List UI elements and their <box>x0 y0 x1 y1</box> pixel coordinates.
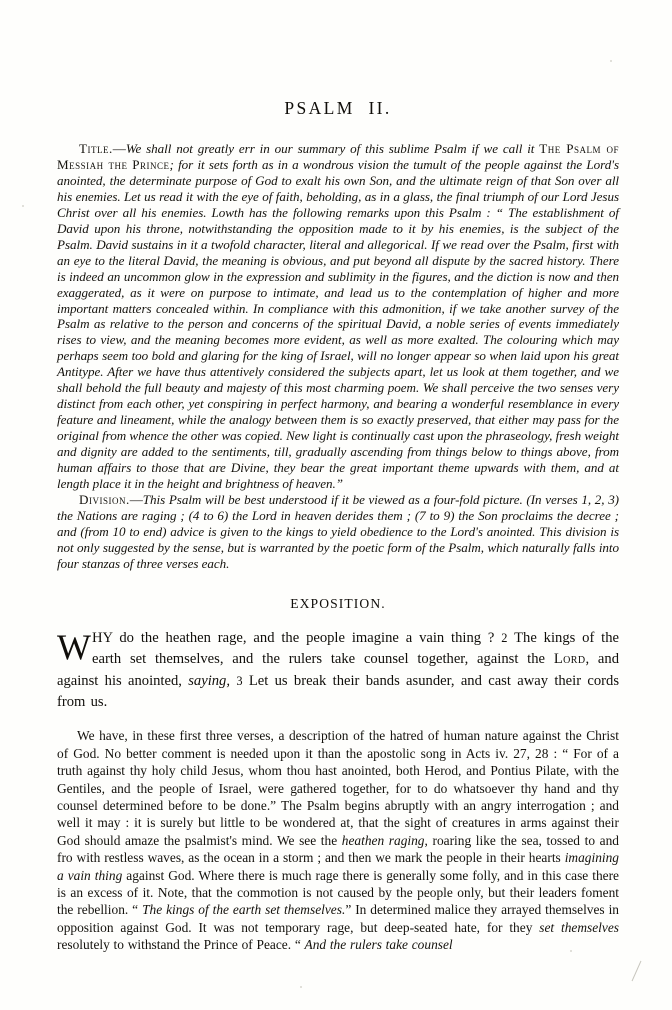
commentary-seg5: resolutely to withstand the Prince of Peace. “ <box>57 937 305 953</box>
commentary-italic-imagining-vain-thing: imagining a vain thing <box>57 850 619 883</box>
scan-artifact-mark <box>632 961 642 982</box>
page-content <box>57 98 619 954</box>
verse-3-number: 3 <box>236 673 243 688</box>
commentary-italic-kings-set-themselves: The kings of the earth set themselves. <box>142 902 346 918</box>
psalm-name-smallcaps: The Psalm of Messiah the Prince <box>57 141 619 172</box>
title-note-label: Title. <box>79 141 113 156</box>
commentary-seg3: against God. Where there is much rage there is generally some folly, and in this case there is an excess of it. Note, that the commotion is not caused by the people only, but their leaders foment the rebellion. “ <box>57 867 619 918</box>
verse-3-text: Let us break their bands asunder, and cast away their cords from us. <box>57 672 620 710</box>
verse-1 <box>57 628 619 714</box>
title-note-part1: We shall not greatly err in our summary of this sublime Psalm if we call it <box>125 141 540 156</box>
verse-2-saying-italic: saying, <box>188 672 230 689</box>
title-note-part2: ; for it sets forth as in a wondrous vision the tumult of the people against the Lord's anointed, the determinate purpose of God to exalt his own Son, and the ultimate reign of that Son over all his enemies. Let us read it with the eye of faith, beholding, as in a glass, the final triumph of our Lord Jesus Christ over all his enemies. Lowth has the following remarks upon this Psalm : “ The establishment of David upon his throne, notwithstanding the opposition made to it by his enemies, is the subject of the Psalm. David sustains in it a twofold character, literal and allegorical. If we read over the Psalm, first with an eye to the literal David, the meaning is obvious, and put beyond all dispute by the sacred history. There is indeed an uncommon glow in the expression and sublimity in the figures, and the diction is now and then exaggerated, as it were on purpose to intimate, and lead us to the contemplation of higher and more important matters concealed within. In compliance with this admonition, if we take another survey of the Psalm as relative to the person and concerns of the spiritual David, a noble series of events immediately rises to view, and the meaning becomes more evident, as well as more exalted. The colouring which may perhaps seem too bold and glaring for the king of Israel, will no longer appear so when laid upon his great Antitype. After we have thus attentively considered the subjects apart, let us look at them together, and we shall behold the full beauty and majesty of this most charming poem. We shall perceive the two senses very distinct from each other, yet conspiring in perfect harmony, and bearing a wonderful resemblance in every feature and lineament, while the analogy between them is so exactly preserved, that either may pass for the original from whence the other was copied. New light is continually cast upon the phraseology, fresh weight and dignity are added to the sentiments, till, gradually ascending from things below to things above, from human affairs to those that are Divine, they bear the great important theme upwards with them, and at length place it in the height and brightness of heaven.” <box>57 156 619 492</box>
scan-speck <box>22 205 24 207</box>
division-note-dash: — <box>129 491 143 507</box>
commentary-italic-set-themselves: set themselves <box>539 919 619 935</box>
commentary-seg1: We have, in these first three verses, a description of the hatred of human nature against the Christ of God. No better comment is needed upon it than the apostolic song in Acts iv. 27, 28 : “ For of a truth against thy holy child Jesus, whom thou hast anointed, both Herod, and Pontius Pilate, with the Gentiles, and the people of Israel, were gathered together, for to do whatsoever thy hand and thy counsel determined before to be done.” The Psalm begins abruptly with an angry interrogation ; and well it may : it is surely but little to be wondered at, that the sight of creatures in arms against their God should amaze the psalmist's mind. We see the <box>57 728 619 848</box>
scan-speck <box>570 950 572 952</box>
division-note-text: This Psalm will be best understood if it be viewed as a four-fold picture. (In verses 1, 2, 3) the Nations are raging ; (4 to 6) the Lord in heaven derides them ; (7 to 9) the Son proclaims the decree ; and (from 10 to end) advice is given to the kings to yield obedience to the Lord's anointed. This division is not only suggested by the sense, but is warranted by the poetic form of the Psalm, which naturally falls into four stanzas of three verses each. <box>57 491 619 571</box>
scan-speck <box>300 986 302 988</box>
division-note-label: Division. <box>79 491 130 507</box>
lord-smallcaps: Lord <box>553 651 586 668</box>
commentary-italic-heathen-raging: heathen raging <box>341 832 425 848</box>
commentary-seg2: , roaring like the sea, tossed to and fro with restless waves, as the ocean in a storm ; and then we mark the people in their hearts <box>57 832 619 866</box>
title-note-dash: — <box>112 141 126 156</box>
page-title: PSALM II. <box>284 98 392 118</box>
division-note-paragraph <box>57 492 619 572</box>
dropcap-w: W <box>57 626 91 667</box>
exposition-heading: EXPOSITION. <box>290 595 386 611</box>
verse-2-text-before-lord: The kings of the earth set themselves, and the rulers take counsel together, against the <box>91 629 620 668</box>
verse-2-text-after-lord: , and against his anointed, <box>57 651 619 689</box>
scan-speck <box>610 60 612 62</box>
commentary-paragraph <box>57 727 619 953</box>
title-note-paragraph <box>57 141 619 492</box>
verse-1-text: HY do the heathen rage, and the people imagine a vain thing ? <box>91 629 495 646</box>
commentary-seg4: ” In determined malice they arrayed themselves in opposition against God. It was not temporary rage, but deep-seated hate, for they <box>57 902 619 935</box>
verse-2-number: 2 <box>501 630 508 645</box>
verses-block <box>57 628 619 714</box>
commentary-italic-rulers-take-counsel: And the rulers take counsel <box>304 937 453 953</box>
